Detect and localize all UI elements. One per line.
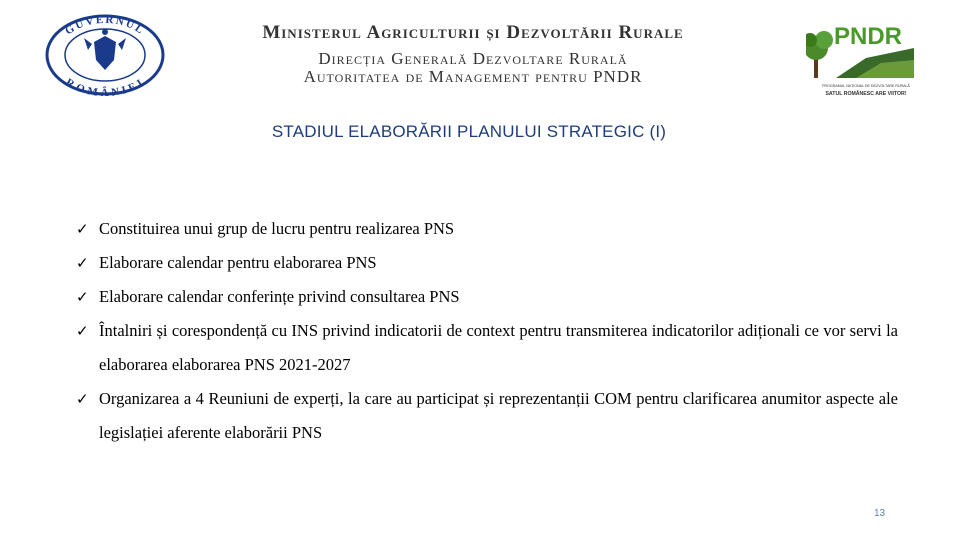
- pndr-logo: [806, 18, 918, 98]
- authority-name: Autoritatea de Management pentru PNDR: [303, 67, 643, 86]
- list-item: [76, 382, 898, 450]
- header: [0, 0, 960, 110]
- government-seal-logo: [44, 14, 166, 96]
- list-item: [76, 280, 898, 314]
- pndr-small-text: PROGRAMUL NAȚIONAL DE DEZVOLTARE RURALĂ: [822, 84, 910, 88]
- pndr-slogan: SATUL ROMÂNESC ARE VIITOR!: [825, 91, 907, 97]
- list-item-text: Întalniri și corespondență cu INS privind indicatorii de context pentru transmiterea indicatorilor adiționali ce vor servi la elaborarea elaborarea PNS 2021-2027: [99, 321, 898, 374]
- list-item: [76, 212, 898, 246]
- progress-list: [76, 212, 898, 450]
- pndr-logo-text: PNDR: [833, 23, 903, 50]
- checkmark-icon: ✓: [76, 390, 89, 408]
- seal-top-text: GUVERNUL: [63, 14, 148, 38]
- seal-bottom-text: ROMÂNIEI: [63, 76, 147, 96]
- list-item-text: Organizarea a 4 Reuniuni de experți, la care au participat și reprezentanții COM pentru clarificarea anumitor aspecte ale legislației aferente elaborării PNS: [99, 389, 898, 442]
- list-item: [76, 314, 898, 382]
- directorate-name: Direcția Generală Dezvoltare Rurală: [318, 49, 628, 68]
- list-item: [76, 246, 898, 280]
- slide-title: STADIUL ELABORĂRII PLANULUI STRATEGIC (I): [271, 122, 667, 141]
- list-item-text: Constituirea unui grup de lucru pentru realizarea PNS: [99, 219, 455, 238]
- checkmark-icon: ✓: [76, 254, 89, 272]
- page-number: 13: [874, 508, 886, 519]
- list-item-text: Elaborare calendar conferințe privind consultarea PNS: [99, 287, 460, 306]
- ministry-header: [168, 22, 778, 86]
- checkmark-icon: ✓: [76, 220, 89, 238]
- list-item-text: Elaborare calendar pentru elaborarea PNS: [99, 253, 377, 272]
- checkmark-icon: ✓: [76, 288, 89, 306]
- ministry-name: Ministerul Agriculturii și Dezvoltării Rurale: [262, 22, 684, 43]
- checkmark-icon: ✓: [76, 322, 89, 340]
